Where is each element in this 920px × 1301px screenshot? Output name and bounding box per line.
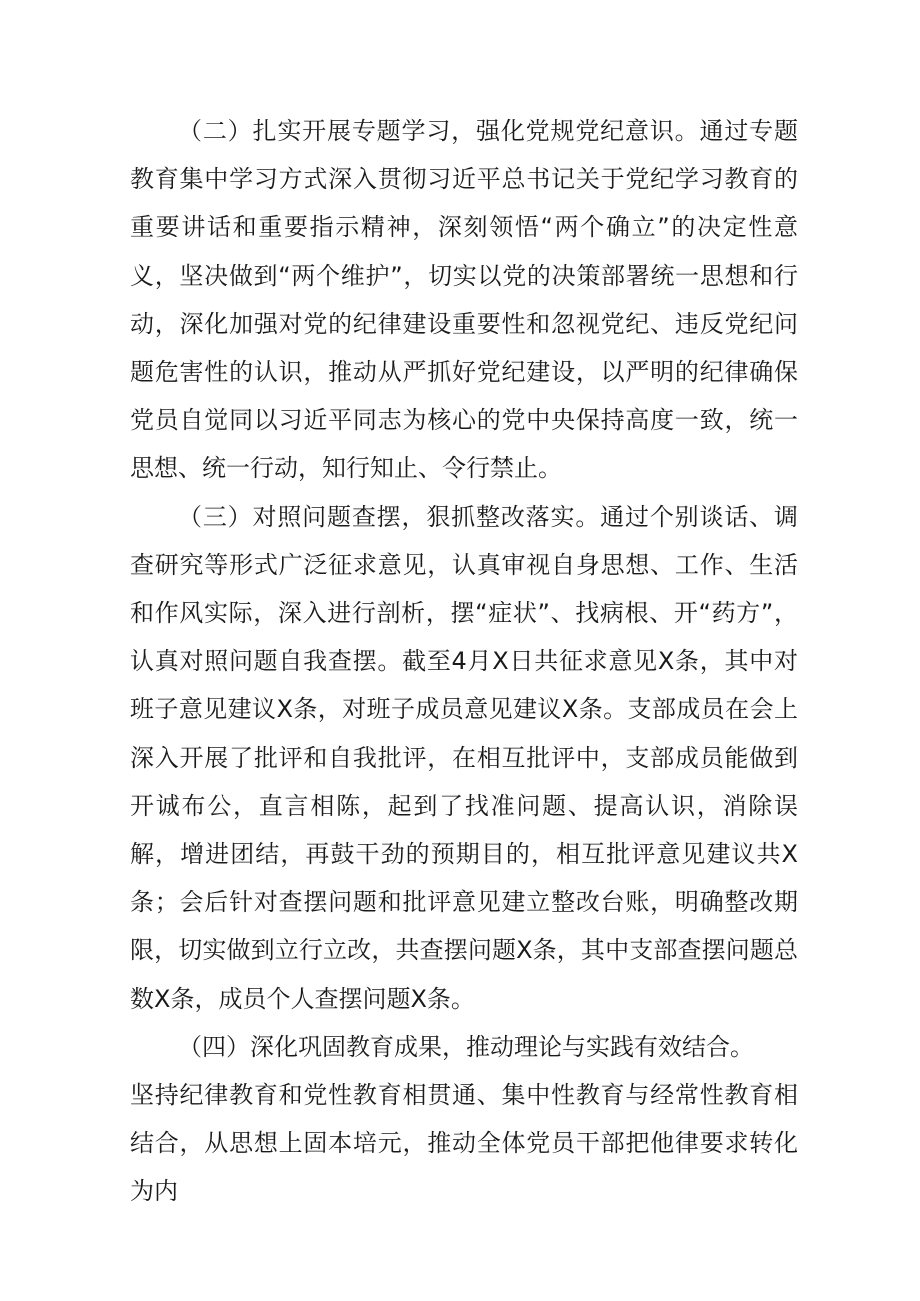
paragraph-section-four-body: 坚持纪律教育和党性教育相贯通、集中性教育与经常性教育相结合，从思想上固本培元，推动全体党员干部把他律要求转化为内 bbox=[130, 1081, 798, 1206]
paragraph-section-four-heading: （四）深化巩固教育成果，推动理论与实践有效结合。 bbox=[178, 1032, 754, 1061]
paragraph-section-two: （二）扎实开展专题学习，强化党规党纪意识。通过专题教育集中学习方式深入贯彻习近平总书记关于党纪学习教育的重要讲话和重要指示精神，深刻领悟“两个确立”的决定性意义，坚决做到“两个维护”，切实以党的决策部署统一思想和行动，深化加强对党的纪律建设重要性和忽视党纪、违反党纪问题危害性的认识，推动从严抓好党纪建设，以严明的纪律确保党员自觉同以习近平同志为核心的党中央保持高度一致，统一思想、统一行动，知行知止、令行禁止。 bbox=[130, 117, 798, 483]
document-body bbox=[130, 107, 798, 1216]
paragraph-section-three: （三）对照问题查摆，狠抓整改落实。通过个别谈话、调查研究等形式广泛征求意见，认真审视自身思想、工作、生活和作风实际，深入进行剖析，摆“症状”、找病根、开“药方”，认真对照问题自我查摆。截至4月X日共征求意见X条，其中对班子意见建议X条，对班子成员意见建议X条。支部成员在会上深入开展了批评和自我批评，在相互批评中，支部成员能做到开诚布公，直言相陈，起到了找准问题、提高认识，消除误解，增进团结，再鼓干劲的预期目的，相互批评意见建议共X条；会后针对查摆问题和批评意见建立整改台账，明确整改期限，切实做到立行立改，共查摆问题X条，其中支部查摆问题总数X条，成员个人查摆问题X条。 bbox=[130, 502, 798, 1013]
